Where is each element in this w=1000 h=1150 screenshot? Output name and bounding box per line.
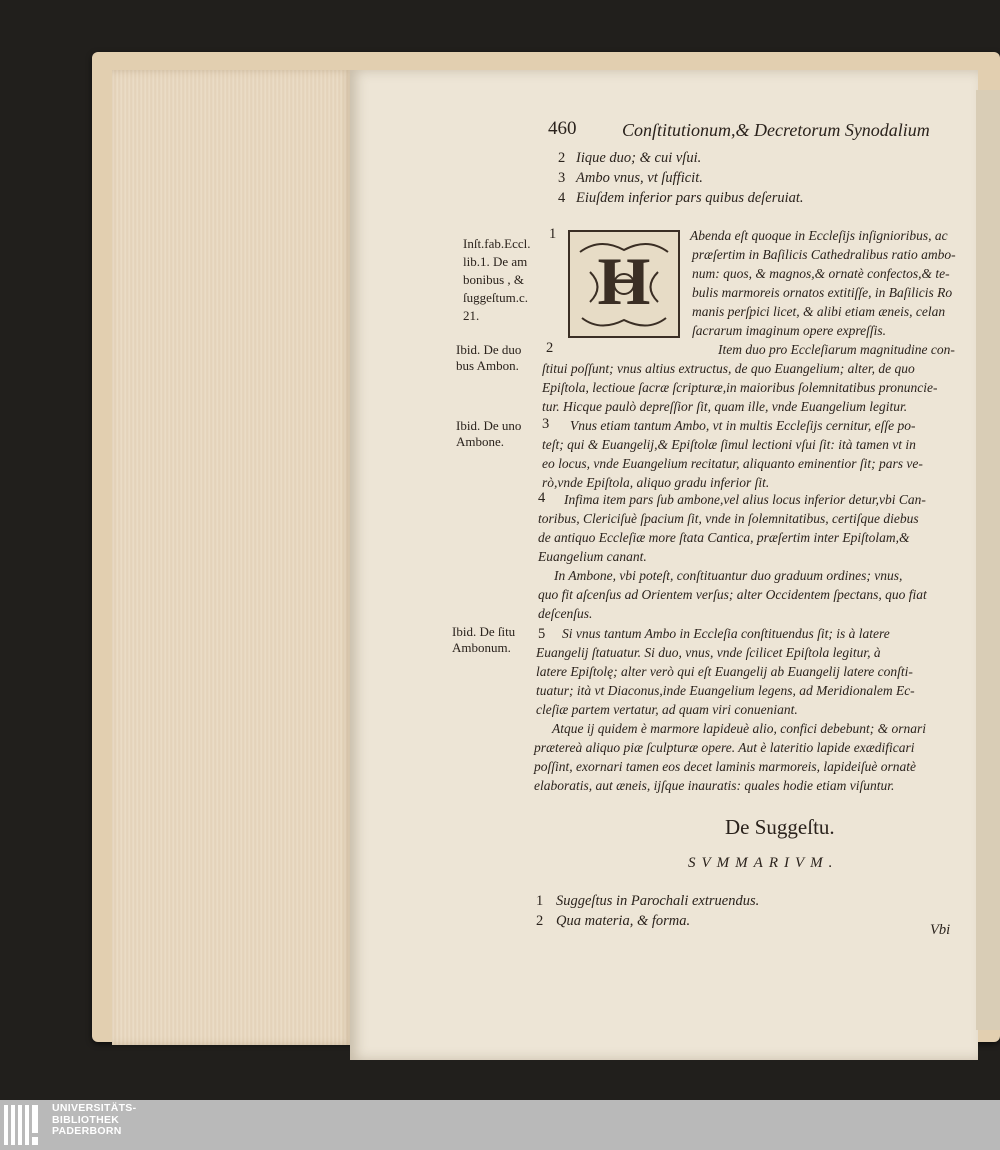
summary-num: 2	[536, 913, 544, 929]
summary-item: Suggeſtus in Parochali extruendus.	[556, 893, 760, 909]
body-line: latere Epiſtolę; alter verò qui eſt Euangelij ab Euangelij latere conſti-	[536, 664, 913, 679]
margin-note: Ambone.	[456, 434, 505, 449]
page-number: 460	[548, 118, 577, 139]
decorated-initial	[568, 230, 680, 338]
logo-line: PADERBORN	[52, 1125, 122, 1137]
body-line: teſt; qui & Euangelij,& Epiſtolæ ſimul lectioni vſui ſit: ità tamen vt in	[542, 437, 916, 452]
body-line: Vnus etiam tantum Ambo, vt in multis Eccleſijs cernitur, eſſe po-	[570, 418, 916, 433]
body-line: deſcenſus.	[538, 606, 593, 621]
initial-letter: H	[597, 243, 651, 319]
body-line: rò,vnde Epiſtola, aliquo gradu inferior ſit.	[542, 475, 770, 490]
section-heading: De Suggeſtu.	[725, 815, 835, 839]
logo-line: BIBLIOTHEK	[52, 1113, 120, 1126]
body-line: poſſint, exornari tamen eos decet laminis marmoreis, lapideiſuè ornatè	[534, 759, 916, 774]
margin-note: 21.	[463, 308, 480, 323]
page-edges	[112, 70, 352, 1045]
next-page-edge	[976, 90, 1000, 1030]
body-line: In Ambone, vbi poteſt, conſtituantur duo graduum ordines; vnus,	[554, 568, 903, 583]
body-line: Epiſtola, lectioue ſacræ ſcripturæ,in maioribus ſolemnitatibus pronuncie-	[542, 380, 938, 395]
margin-note: bonibus , &	[463, 272, 525, 287]
summary-num: 1	[536, 893, 544, 909]
body-line: Si vnus tantum Ambo in Eccleſia conſtituendus ſit; is à latere	[562, 626, 890, 641]
body-line: toribus, Clericiſuè ſpacium ſit, vnde in ſolemnitatibus, certiſque diebus	[538, 511, 919, 526]
summary-item: Iique duo; & cui vſui.	[576, 150, 702, 166]
catchword: Vbi	[930, 922, 951, 938]
library-logo-text	[52, 1103, 136, 1138]
paragraph-number: 4	[538, 490, 546, 506]
body-line: quo fit aſcenſus ad Orientem verſus; alter Occidentem ſpectans, quo fiat	[538, 587, 927, 602]
body-line: bulis marmoreis ornatos extitiſſe, in Baſilicis Ro	[692, 285, 953, 300]
paragraph-number: 1	[549, 226, 557, 242]
body-line: num: quos, & magnos,& ornatè confectos,& te-	[692, 266, 950, 281]
margin-note: Ibid. De ſitu	[452, 624, 516, 639]
margin-note: Inſt.fab.Eccl.	[463, 236, 531, 251]
margin-note: bus Ambon.	[456, 358, 519, 373]
running-title: Conſtitutionum,& Decretorum Synodalium	[622, 120, 930, 140]
body-line: de antiquo Eccleſiæ more ſtata Cantica, præſertim inter Epiſtolam,&	[538, 530, 910, 545]
footer-bar	[0, 1100, 1000, 1150]
body-line: Euangelium canant.	[538, 549, 647, 564]
logo-line: UNIVERSITÄTS-	[52, 1102, 137, 1114]
summary-num: 3	[558, 170, 566, 186]
body-line: ſacrarum imaginum opere expreſſis.	[692, 323, 886, 338]
margin-note: Ibid. De uno	[456, 418, 522, 433]
book-page	[350, 70, 978, 1060]
body-line: Abenda eſt quoque in Eccleſijs inſignioribus, ac	[690, 228, 948, 243]
body-line: tur. Hicque paulò depreſſior ſit, quam ille, vnde Euangelium legitur.	[542, 399, 908, 414]
body-line: Atque ij quidem è marmore lapideuè alio, confici debebunt; & ornari	[552, 721, 927, 736]
summary-item: Qua materia, & forma.	[556, 913, 691, 929]
body-line: præſertim in Baſilicis Cathedralibus ratio ambo-	[692, 247, 956, 262]
summarium-label: SVMMARIVM.	[688, 855, 839, 871]
body-line: manis perſpici licet, & alibi etiam æneis, celan	[692, 304, 946, 319]
library-logo-icon	[4, 1103, 44, 1147]
summary-num: 4	[558, 190, 566, 206]
summary-num: 2	[558, 150, 566, 166]
body-line: tuatur; ità vt Diaconus,inde Euangelium legens, ad Meridionalem Ec-	[536, 683, 915, 698]
ornament-icon	[570, 232, 678, 336]
body-line: cleſiæ partem vertatur, ad quam viri conueniant.	[536, 702, 798, 717]
paragraph-number: 3	[542, 416, 550, 432]
summary-item: Ambo vnus, vt ſufficit.	[576, 170, 703, 186]
paragraph-number: 2	[546, 340, 554, 356]
margin-note: lib.1. De am	[463, 254, 528, 269]
body-line: elaboratis, aut æneis, ijſque inauratis: quales hodie etiam viſuntur.	[534, 778, 895, 793]
margin-note: Ambonum.	[452, 640, 511, 655]
summary-item: Eiuſdem inferior pars quibus deſeruiat.	[576, 190, 804, 206]
body-line: eo locus, vnde Euangelium recitatur, aliquanto eminentior ſit; pars ve-	[542, 456, 923, 471]
paragraph-number: 5	[538, 626, 546, 642]
body-line: Item duo pro Eccleſiarum magnitudine con-	[718, 342, 955, 357]
margin-note: ſuggeſtum.c.	[463, 290, 528, 305]
margin-note: Ibid. De duo	[456, 342, 522, 357]
body-line: ſtitui poſſunt; vnus altius extructus, de quo Euangelium; alter, de quo	[542, 361, 915, 376]
body-line: Infima item pars ſub ambone,vel alius locus inferior detur,vbi Can-	[564, 492, 926, 507]
body-line: Euangelij ſtatuatur. Si duo, vnus, vnde ſcilicet Epiſtola legitur, à	[536, 645, 881, 660]
body-line: prætereà aliquo piæ ſculpturæ opere. Aut è lateritio lapide exædificari	[534, 740, 915, 755]
